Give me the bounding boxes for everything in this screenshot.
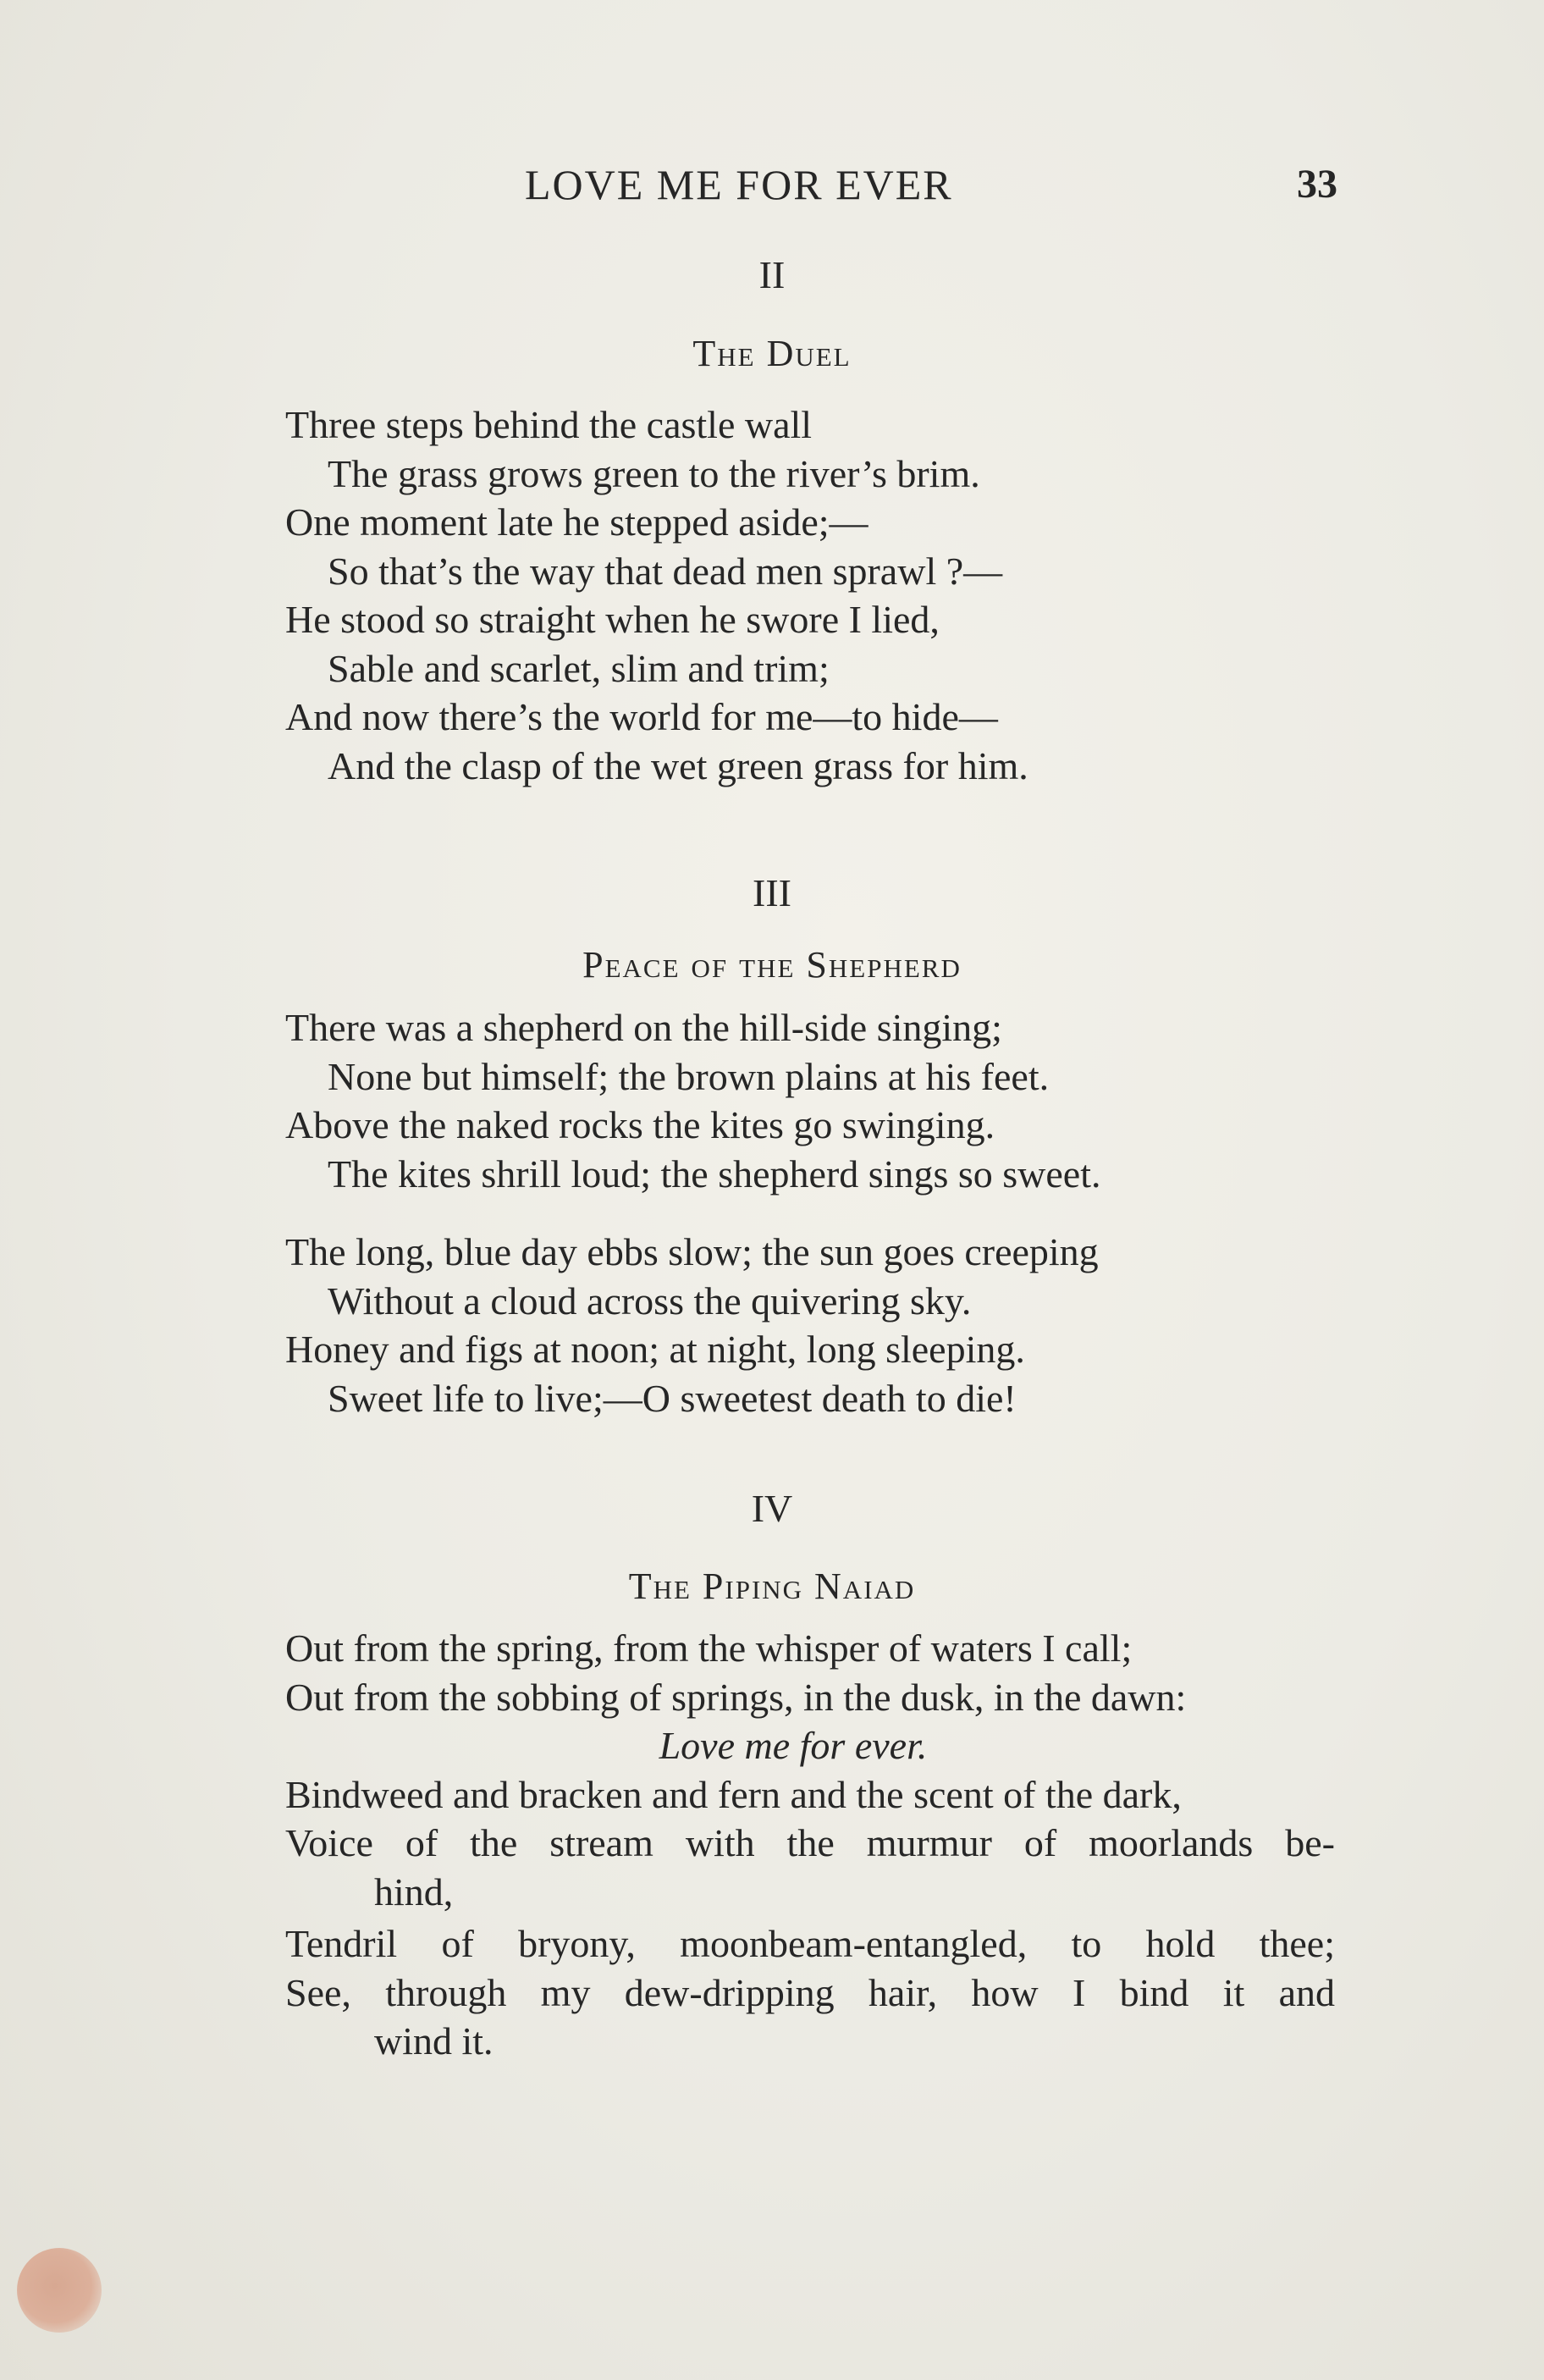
poem-line: Voice of the stream with the murmur of moorlands be- (285, 1821, 1335, 1864)
poem-line: Above the naked rocks the kites go swinging. (285, 1103, 995, 1146)
section-title: The Piping Naiad (628, 1565, 916, 1607)
poem-line: See, through my dew-dripping hair, how I bind it and (285, 1970, 1335, 2014)
poem-line: The kites shrill loud; the shepherd sings so sweet. (328, 1151, 1101, 1196)
poem-line: None but himself; the brown plains at his feet. (328, 1054, 1050, 1098)
poem-line: Sable and scarlet, slim and trim; (328, 646, 830, 690)
poem-line: He stood so straight when he swore I lied, (285, 598, 940, 641)
running-head (0, 155, 1544, 214)
poem-line: Out from the sobbing of springs, in the dusk, in the dawn: (285, 1675, 1187, 1719)
poem-refrain: Love me for ever. (659, 1724, 928, 1767)
poem-line: And now there’s the world for me—to hide— (285, 695, 998, 738)
poem-line: One moment late he stepped aside;— (285, 500, 868, 544)
poem-line: The grass grows green to the river’s brim. (328, 451, 980, 495)
poem-line: Honey and figs at noon; at night, long sleeping. (285, 1328, 1025, 1371)
section-title: The Duel (692, 333, 852, 374)
section-title: Peace of the Shepherd (582, 944, 962, 986)
poem-line: Without a cloud across the quivering sky. (328, 1278, 972, 1323)
section-number: IV (751, 1487, 793, 1530)
poem-line: Tendril of bryony, moonbeam-entangled, to hold thee; (285, 1922, 1335, 1965)
section-number: III (753, 871, 791, 914)
poem-line: The long, blue day ebbs slow; the sun goes creeping (285, 1230, 1099, 1273)
poem-line: Out from the spring, from the whisper of waters I call; (285, 1626, 1133, 1670)
running-title: LOVE ME FOR EVER (525, 161, 953, 208)
poem-line: And the clasp of the wet green grass for him. (328, 743, 1028, 787)
poem-line: So that’s the way that dead men sprawl ?— (328, 549, 1003, 593)
poem-stanza (285, 1003, 1101, 1198)
poem-line: Bindweed and bracken and fern and the scent of the dark, (285, 1772, 1182, 1816)
poem-line: Sweet life to live;—O sweetest death to die! (328, 1376, 1017, 1420)
poem-stanza (285, 400, 1028, 790)
poem-line: Three steps behind the castle wall (285, 403, 813, 446)
poem-stanza (285, 1624, 1335, 2066)
poem-stanza (285, 1228, 1099, 1422)
section-number: II (758, 253, 786, 296)
poem-line: There was a shepherd on the hill-side singing; (285, 1006, 1002, 1049)
poem-line-continuation: wind it. (374, 2019, 494, 2062)
page-number: 33 (1297, 162, 1337, 207)
poem-line-continuation: hind, (374, 1869, 454, 1913)
